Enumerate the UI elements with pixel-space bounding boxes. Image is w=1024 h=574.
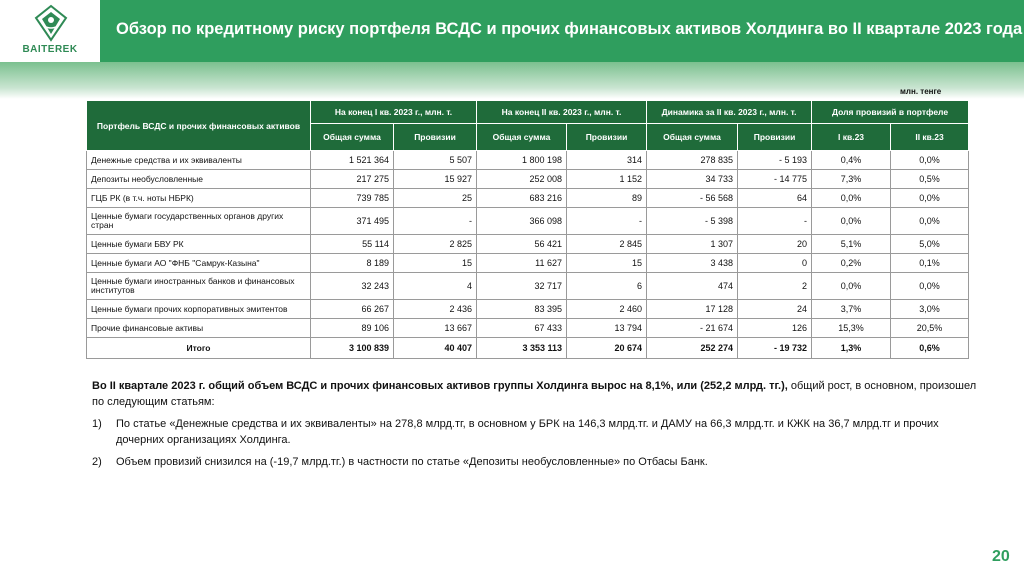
- summary-lead-bold: Во II квартале 2023 г. общий объем ВСДС и прочих финансовых активов группы Холдинга вырос на 8,1%, или (252,2 млрд. тг.),: [92, 380, 788, 392]
- table-cell: 1 521 364: [311, 151, 394, 170]
- table-cell: 2: [738, 273, 812, 300]
- table-cell: 17 128: [647, 300, 738, 319]
- table-cell: 314: [567, 151, 647, 170]
- table-cell: 1 152: [567, 170, 647, 189]
- table-row: [87, 273, 969, 300]
- table-cell: 2 845: [567, 235, 647, 254]
- row-label: Ценные бумаги иностранных банков и финансовых институтов: [87, 273, 311, 300]
- item-marker: 2): [92, 456, 102, 468]
- row-label: Ценные бумаги БВУ РК: [87, 235, 311, 254]
- table-cell: 2 825: [394, 235, 477, 254]
- table-cell: 15,3%: [812, 319, 891, 338]
- table-cell: 34 733: [647, 170, 738, 189]
- table-cell: 89 106: [311, 319, 394, 338]
- table-cell: 371 495: [311, 208, 394, 235]
- table-cell: 3 100 839: [311, 338, 394, 359]
- group-header: Динамика за II кв. 2023 г., млн. т.: [647, 101, 812, 124]
- sub-header: Провизии: [567, 124, 647, 151]
- row-label: ГЦБ РК (в т.ч. ноты НБРК): [87, 189, 311, 208]
- table-cell: 0,2%: [812, 254, 891, 273]
- summary-lead-rest: общий рост, в основном, произошел по следующим статьям:: [92, 380, 977, 408]
- logo: [0, 0, 100, 62]
- table-total-row: [87, 338, 969, 359]
- table-cell: 20,5%: [891, 319, 969, 338]
- table-cell: - 5 193: [738, 151, 812, 170]
- table-cell: 66 267: [311, 300, 394, 319]
- table-cell: 5,0%: [891, 235, 969, 254]
- sub-header: Общая сумма: [311, 124, 394, 151]
- sub-header: II кв.23: [891, 124, 969, 151]
- row-label: Итого: [87, 338, 311, 359]
- table-row: [87, 170, 969, 189]
- table-row: [87, 300, 969, 319]
- table-cell: 20 674: [567, 338, 647, 359]
- group-header: На конец II кв. 2023 г., млн. т.: [477, 101, 647, 124]
- table-cell: 32 717: [477, 273, 567, 300]
- table-cell: 0,0%: [812, 208, 891, 235]
- baiterek-logo-icon: [30, 4, 72, 42]
- table-cell: 32 243: [311, 273, 394, 300]
- table-cell: 0,0%: [812, 273, 891, 300]
- table-cell: 67 433: [477, 319, 567, 338]
- table-cell: 252 008: [477, 170, 567, 189]
- sub-header: I кв.23: [812, 124, 891, 151]
- table-cell: 217 275: [311, 170, 394, 189]
- table-cell: 5 507: [394, 151, 477, 170]
- item-text: По статье «Денежные средства и их эквиваленты» на 278,8 млрд.тг, в основном у БРК на 146,3 млрд.тг. и ДАМУ на 66,3 млрд.тг. и КЖК на 36,7 млрд.тг и прочих дочерних организациях Холдинга.: [116, 418, 939, 446]
- table-cell: 2 436: [394, 300, 477, 319]
- table-cell: 11 627: [477, 254, 567, 273]
- summary-text: [92, 378, 984, 476]
- row-label: Ценные бумаги прочих корпоративных эмитентов: [87, 300, 311, 319]
- row-header: Портфель ВСДС и прочих финансовых активов: [87, 101, 311, 151]
- table-cell: 0,0%: [891, 151, 969, 170]
- row-label: Ценные бумаги АО "ФНБ "Самрук-Казына": [87, 254, 311, 273]
- table-cell: 15: [567, 254, 647, 273]
- table-row: [87, 208, 969, 235]
- table-cell: - 21 674: [647, 319, 738, 338]
- table-cell: 3,0%: [891, 300, 969, 319]
- table-cell: 7,3%: [812, 170, 891, 189]
- table-cell: 8 189: [311, 254, 394, 273]
- row-label: Прочие финансовые активы: [87, 319, 311, 338]
- table-cell: 366 098: [477, 208, 567, 235]
- table-row: [87, 254, 969, 273]
- table-cell: 13 667: [394, 319, 477, 338]
- units-label: млн. тенге: [900, 87, 942, 96]
- table-cell: 0,0%: [812, 189, 891, 208]
- row-label: Денежные средства и их эквиваленты: [87, 151, 311, 170]
- table-cell: 56 421: [477, 235, 567, 254]
- table-cell: 3 438: [647, 254, 738, 273]
- group-header: На конец I кв. 2023 г., млн. т.: [311, 101, 477, 124]
- table-cell: 13 794: [567, 319, 647, 338]
- table-row: [87, 319, 969, 338]
- table-cell: 0,5%: [891, 170, 969, 189]
- sub-header: Провизии: [738, 124, 812, 151]
- table-cell: 0,0%: [891, 273, 969, 300]
- credit-risk-table: [86, 100, 969, 359]
- summary-lead: [92, 378, 984, 410]
- table-cell: -: [394, 208, 477, 235]
- table-cell: 278 835: [647, 151, 738, 170]
- table-cell: 474: [647, 273, 738, 300]
- table-cell: 252 274: [647, 338, 738, 359]
- table-cell: 0: [738, 254, 812, 273]
- table-row: [87, 151, 969, 170]
- table-cell: 3 353 113: [477, 338, 567, 359]
- table-cell: 64: [738, 189, 812, 208]
- row-label: Ценные бумаги государственных органов других стран: [87, 208, 311, 235]
- table-cell: 739 785: [311, 189, 394, 208]
- item-marker: 1): [92, 418, 102, 430]
- table-cell: 4: [394, 273, 477, 300]
- page-number: 20: [992, 548, 1010, 565]
- table-cell: -: [567, 208, 647, 235]
- page-title: Обзор по кредитному риску портфеля ВСДС и прочих финансовых активов Холдинга во II квартале 2023 года: [116, 20, 1023, 38]
- table-cell: 15 927: [394, 170, 477, 189]
- table-cell: 3,7%: [812, 300, 891, 319]
- table-cell: 0,0%: [891, 189, 969, 208]
- logo-text: BAITEREK: [22, 44, 78, 55]
- table-cell: - 5 398: [647, 208, 738, 235]
- table-cell: 24: [738, 300, 812, 319]
- table-cell: -: [738, 208, 812, 235]
- table-cell: 1 307: [647, 235, 738, 254]
- table-cell: - 19 732: [738, 338, 812, 359]
- table-cell: 6: [567, 273, 647, 300]
- table-cell: 1 800 198: [477, 151, 567, 170]
- table-cell: - 56 568: [647, 189, 738, 208]
- table-cell: 5,1%: [812, 235, 891, 254]
- table-cell: 0,6%: [891, 338, 969, 359]
- row-label: Депозиты необусловленные: [87, 170, 311, 189]
- sub-header: Общая сумма: [647, 124, 738, 151]
- table-cell: - 14 775: [738, 170, 812, 189]
- group-header: Доля провизий в портфеле: [812, 101, 969, 124]
- item-text: Объем провизий снизился на (-19,7 млрд.тг.) в частности по статье «Депозиты необусловленные» по Отбасы Банк.: [116, 456, 708, 468]
- table-cell: 126: [738, 319, 812, 338]
- table-cell: 83 395: [477, 300, 567, 319]
- header-stripe: [0, 62, 1024, 99]
- table-cell: 683 216: [477, 189, 567, 208]
- table-cell: 2 460: [567, 300, 647, 319]
- table-cell: 20: [738, 235, 812, 254]
- table-row: [87, 235, 969, 254]
- summary-item: [92, 454, 984, 470]
- table-cell: 40 407: [394, 338, 477, 359]
- summary-item: [92, 416, 984, 448]
- table-row: [87, 189, 969, 208]
- table-cell: 0,0%: [891, 208, 969, 235]
- table-cell: 89: [567, 189, 647, 208]
- table-cell: 55 114: [311, 235, 394, 254]
- table-cell: 25: [394, 189, 477, 208]
- table-cell: 1,3%: [812, 338, 891, 359]
- sub-header: Общая сумма: [477, 124, 567, 151]
- table-cell: 0,4%: [812, 151, 891, 170]
- sub-header: Провизии: [394, 124, 477, 151]
- table-cell: 15: [394, 254, 477, 273]
- table-cell: 0,1%: [891, 254, 969, 273]
